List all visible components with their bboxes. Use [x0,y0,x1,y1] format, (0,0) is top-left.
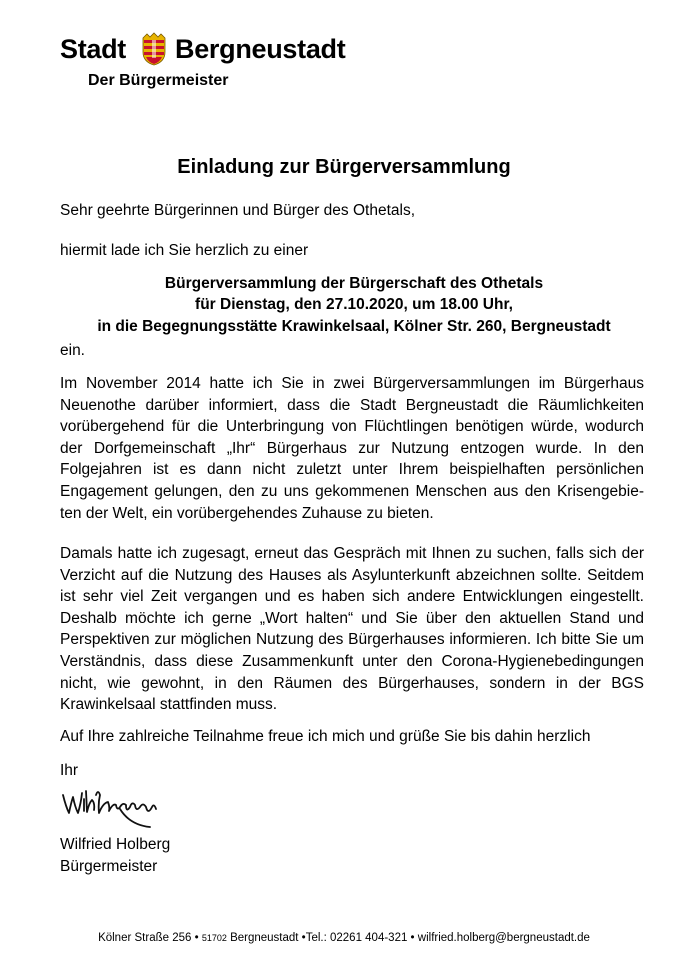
footer-street: Kölner Straße 256 • [98,932,199,944]
closing-word: Ihr [60,762,79,779]
event-line-1: Bürgerversammlung der Bürgerschaft des Othetals [164,275,544,292]
closing-line: Auf Ihre zahlreiche Teilnahme freue ich mich und grüße Sie bis dahin herzlich [60,728,591,745]
signature-icon [60,785,160,835]
signer-title: Bürgermeister [60,858,158,875]
event-end: ein. [60,342,85,359]
letterhead-city-name: Bergneustadt [175,34,346,64]
paragraph-2: Damals hatte ich zugesagt, erneut das Gespräch mit Ihnen zu suchen, falls sich der Verzicht auf die Nutzung des Hauses als Asylunterkunft abzeichnen sollte. Seitdem ist sehr viel Zeit vergangen und es haben sich andere Entwicklungen eingestellt. Deshalb möchte ich gerne „Wort halten“ und Sie über den aktuellen Stand und Perspektiven zur möglichen Nutzung des Bürgerhauses informieren. Ich bitte Sie um Verständnis, dass diese Zusammenkunft unter den Corona-Hygienebedingungen nicht, wie gewohnt, in den Räumen des Bürgerhauses, sondern in der BGS Krawinkelsaal stattfinden muss. [60,545,644,714]
event-line-2: für Dienstag, den 27.10.2020, um 18.00 Uhr, [195,296,513,314]
signer-name: Wilfried Holberg [60,836,171,853]
letterhead [60,30,380,100]
letter-title: Einladung zur Bürgerversammlung [177,156,511,178]
footer-contact [0,932,688,944]
footer-postcode: 51702 [201,933,227,943]
event-line-3: in die Begegnungsstätte Krawinkelsaal, Kölner Str. 260, Bergneustadt [97,317,611,335]
intro-line: hiermit lade ich Sie herzlich zu einer [60,242,309,259]
letterhead-office: Der Bürgermeister [88,72,229,89]
event-details [40,273,668,337]
letterhead-city-word: Stadt [60,34,127,64]
city-crest-icon [141,32,167,66]
paragraph-1: Im November 2014 hatte ich Sie in zwei Bürgerversammlungen im Bürgerhaus Neuenothe darüber informiert, dass die Stadt Bergneustadt die Räumlichkeiten vorübergehend für die Unterbringung von Flüchtlingen benötigen würde, wodurch der Dorfgemeinschaft „Ihr“ Bürgerhaus zur Nutzung entzogen wurde. In den Folgejahren ist es dann nicht zuletzt unter Ihrem beispielhaften persönlichen Engagement gelungen, den zu uns gekommenen Menschen aus den Krisengebie-ten der Welt, ein vorübergehendes Zuhause zu bieten. [60,375,644,522]
footer-city-contact: Bergneustadt •Tel.: 02261 404-321 • wilfried.holberg@bergneustadt.de [230,932,590,944]
salutation: Sehr geehrte Bürgerinnen und Bürger des Othetals, [60,202,416,219]
